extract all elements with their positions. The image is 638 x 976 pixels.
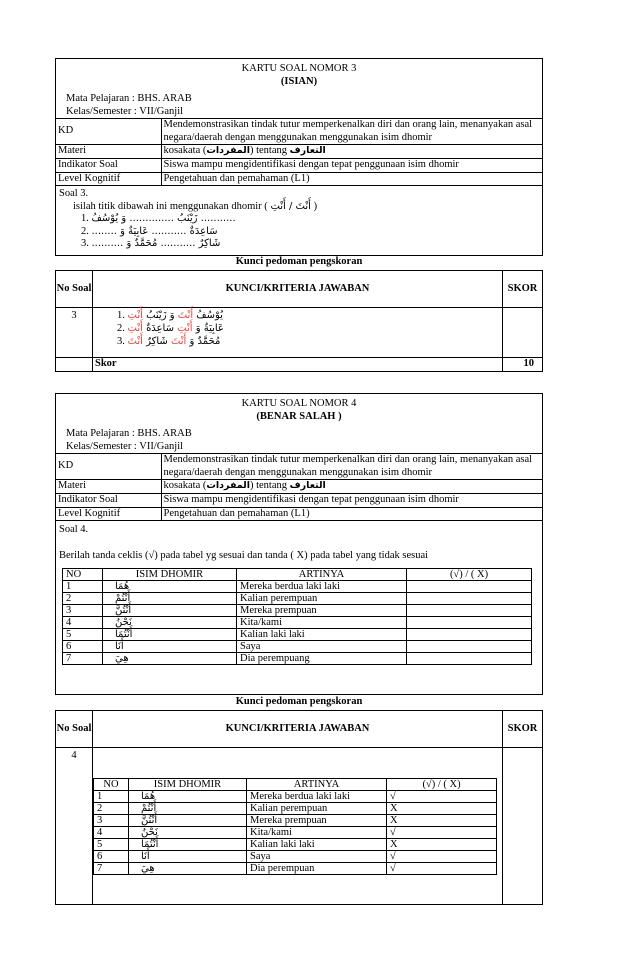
answer-dhomir: أَنْتِ [177,323,193,334]
row-arti: Mereka prempuan [247,815,387,827]
materi-value [161,480,542,494]
row-dhomir: هُمَا [103,581,237,593]
table-row [63,581,532,593]
row-arti: Mereka berdua laki laki [237,581,407,593]
table-row [94,803,497,815]
card-meta [56,88,542,118]
answer-dhomir: أَنْتِ [127,310,143,321]
kd-row [56,119,542,145]
materi-value [161,145,542,159]
table-row [63,617,532,629]
row-no: 3 [94,815,129,827]
question-instruction: Berilah tanda ceklis (√) pada tabel yg sesuai dan tanda ( X) pada tabel yang tidak sesuai [59,550,429,562]
item-arabic: .......... شَاكِرٌ ........... مُحَمَّدٌ وَ [91,238,221,250]
row-mark: X [387,803,497,815]
kd-value: Mendemonstrasikan tindak tutur memperkenalkan diri dan orang lain, menanyakan asal negara/daerah dengan menggunakan menggunakan isim dhomir [161,454,542,480]
table-row [63,653,532,665]
answer-dhomir: أَنْتِ [127,323,143,334]
row-dhomir: أَنْتُنَّ [129,815,247,827]
row-dhomir: نَحْنُ [129,827,247,839]
row-no: 2 [94,803,129,815]
col-skor: SKOR [503,711,543,748]
row-mark-empty[interactable] [407,617,532,629]
col-no: NO [63,569,103,581]
materi-arabic-topic: التعارف [289,480,326,492]
answer-skor-cell [503,308,543,358]
answer-key-table-4 [55,710,543,905]
card-subtitle: (ISIAN) [280,75,318,87]
question-label: Soal 4. [59,524,89,536]
kd-label: KD [56,454,161,480]
answer-dhomir: أَنْتَ [170,336,187,347]
row-arti: Kalian perempuan [247,803,387,815]
answer-no: 3 [56,308,93,358]
question-card-3 [55,58,543,256]
dhomir-table [62,568,532,665]
row-no: 6 [94,851,129,863]
indikator-row [56,158,542,172]
card-meta [56,423,542,453]
row-arti: Mereka prempuan [237,605,407,617]
answer-content [93,748,503,905]
col-no-soal: No Soal [56,271,93,308]
row-mark: X [387,815,497,827]
row-dhomir: أَنْتُمَا [129,839,247,851]
row-dhomir: هِيَ [129,863,247,875]
row-arti: Dia perempuang [237,653,407,665]
row-dhomir: هُمَا [129,791,247,803]
row-no: 1 [63,581,103,593]
card-info-table [56,118,542,185]
level-row [56,172,542,185]
row-dhomir: أَنَا [129,851,247,863]
materi-arabic: المفردات [206,480,250,492]
row-no: 6 [63,641,103,653]
answer-table-header [94,779,497,791]
question-item [59,238,539,251]
row-mark-empty[interactable] [407,629,532,641]
row-mark-empty[interactable] [407,593,532,605]
indikator-value: Siswa mampu mengidentifikasi dengan tepat penggunaan isim dhomir [161,493,542,507]
table-row [94,827,497,839]
row-dhomir: نَحْنُ [103,617,237,629]
item-number: 3. [81,238,89,250]
col-no-soal: No Soal [56,711,93,748]
col-dhomir: ISIM DHOMIR [129,779,247,791]
answer-content [93,308,503,358]
materi-row [56,480,542,494]
answer-skor-cell [503,748,543,905]
level-value: Pengetahuan dan pemahaman (L1) [161,172,542,185]
col-kunci: KUNCI/KRITERIA JAWABAN [93,711,503,748]
row-mark-empty[interactable] [407,653,532,665]
materi-prefix: kosakata ( [163,480,207,492]
row-no: 4 [94,827,129,839]
instruction-suffix: ) [313,200,318,212]
materi-arabic: المفردات [206,145,250,157]
row-mark: √ [387,851,497,863]
row-no: 7 [94,863,129,875]
instruction-arabic: أَنْتَ / أَنْتِ [270,200,311,212]
subject-line: Mata Pelajaran : BHS. ARAB [66,428,192,440]
materi-mid: ) tentang [249,480,290,492]
card-info-table [56,453,542,520]
card-subtitle: (BENAR SALAH ) [256,410,342,422]
class-semester-line: Kelas/Semester : VII/Ganjil [66,106,184,118]
table-row [94,851,497,863]
answer-key-header [56,271,543,308]
kd-row [56,454,542,480]
col-kunci: KUNCI/KRITERIA JAWABAN [93,271,503,308]
row-mark-empty[interactable] [407,581,532,593]
row-no: 3 [63,605,103,617]
item-arabic: ........ سَاعِدَةٌ ........... عَابِيَةٌ وَ [91,225,218,237]
level-label: Level Kognitif [56,172,161,185]
table-row [94,791,497,803]
row-arti: Kalian laki laki [237,629,407,641]
question-instruction [59,201,539,214]
kd-label: KD [56,119,161,145]
level-value: Pengetahuan dan pemahaman (L1) [161,507,542,520]
answer-number: 2. [117,323,125,334]
skor-value: 10 [503,358,543,372]
card-title: KARTU SOAL NOMOR 3 [241,63,357,74]
table-row [63,641,532,653]
item-number: 1. [81,213,89,225]
row-arti: Dia perempuan [247,863,387,875]
row-no: 5 [94,839,129,851]
table-row [63,593,532,605]
row-dhomir: هِيَ [103,653,237,665]
col-artinya: ARTINYA [247,779,387,791]
answer-dhomir: أَنْتَ [127,336,143,347]
answer-line [117,335,502,348]
item-arabic: زَيْنَبُ .............. وَ يُوْسُفُ ........... [91,213,236,225]
row-mark: √ [387,791,497,803]
col-mark: (√) / ( X) [407,569,532,581]
row-arti: Kita/kami [237,617,407,629]
table-row [94,815,497,827]
row-dhomir: أَنْتُمْ [103,593,237,605]
indikator-label: Indikator Soal [56,493,161,507]
table-row [63,629,532,641]
answer-arabic: شَاكِرٌ [142,336,171,347]
indikator-row [56,493,542,507]
materi-label: Materi [56,145,161,159]
row-arti: Mereka berdua laki laki [247,791,387,803]
skor-label: Skor [93,358,503,372]
answer-line [117,322,502,335]
answer-arabic: سَاعِدَةٌ [142,323,178,334]
item-number: 2. [81,225,89,237]
indikator-value: Siswa mampu mengidentifikasi dengan tepat penggunaan isim dhomir [161,158,542,172]
answer-arabic: عَابِيَةٌ وَ [192,323,224,334]
row-mark: √ [387,863,497,875]
row-no: 5 [63,629,103,641]
answer-dhomir: أَنْتَ [177,310,194,321]
materi-mid: ) tentang [249,145,290,157]
row-arti: Kalian perempuan [237,593,407,605]
level-label: Level Kognitif [56,507,161,520]
row-dhomir: أَنْتُمْ [129,803,247,815]
materi-label: Materi [56,480,161,494]
answer-key-title: Kunci pedoman pengskoran [235,256,363,267]
answer-dhomir-table [93,778,497,875]
answer-arabic: وَ زَيْنَبُ [142,310,178,321]
materi-arabic-topic: التعارف [289,145,326,157]
answer-arabic: يُوْسُفُ [193,310,223,321]
subject-line: Mata Pelajaran : BHS. ARAB [66,93,192,105]
instruction-text: isilah titik dibawah ini menggunakan dhomir ( [73,200,268,212]
answer-no: 4 [56,748,93,905]
kd-value: Mendemonstrasikan tindak tutur memperkenalkan diri dan orang lain, menanyakan asal negara/daerah dengan menggunakan menggunakan isim dhomir [161,119,542,145]
row-arti: Kalian laki laki [247,839,387,851]
question-body [56,520,542,667]
question-card-4 [55,393,543,695]
col-no: NO [94,779,129,791]
table-row [63,605,532,617]
answer-key-table-3 [55,270,543,372]
row-mark-empty[interactable] [407,641,532,653]
row-no: 4 [63,617,103,629]
card-header [56,394,542,423]
skor-empty [56,358,93,372]
answer-number: 1. [117,310,125,321]
row-no: 2 [63,593,103,605]
question-item [59,226,539,239]
row-dhomir: أَنَا [103,641,237,653]
row-arti: Kita/kami [247,827,387,839]
materi-row [56,145,542,159]
row-arti: Saya [237,641,407,653]
level-row [56,507,542,520]
answer-key-row [56,748,543,905]
col-artinya: ARTINYA [237,569,407,581]
class-semester-line: Kelas/Semester : VII/Ganjil [66,441,184,453]
question-item [59,213,539,226]
answer-key-header [56,711,543,748]
indikator-label: Indikator Soal [56,158,161,172]
col-skor: SKOR [503,271,543,308]
row-mark-empty[interactable] [407,605,532,617]
question-label: Soal 3. [59,188,89,200]
row-no: 7 [63,653,103,665]
row-mark: X [387,839,497,851]
card-header [56,59,542,88]
row-dhomir: أَنْتُنَّ [103,605,237,617]
col-mark: (√) / ( X) [387,779,497,791]
card-title: KARTU SOAL NOMOR 4 [241,398,357,409]
answer-key-title: Kunci pedoman pengskoran [235,696,363,707]
answer-number: 3. [117,336,125,347]
col-dhomir: ISIM DHOMIR [103,569,237,581]
materi-prefix: kosakata ( [163,145,207,157]
answer-key-row [56,308,543,358]
question-body [56,185,542,253]
row-dhomir: أَنْتُمَا [103,629,237,641]
row-mark: √ [387,827,497,839]
dhomir-table-header [63,569,532,581]
row-arti: Saya [247,851,387,863]
answer-arabic: مُحَمَّدٌ وَ [186,336,221,347]
row-no: 1 [94,791,129,803]
skor-row [56,358,543,372]
table-row [94,863,497,875]
answer-line [117,309,502,322]
table-row [94,839,497,851]
